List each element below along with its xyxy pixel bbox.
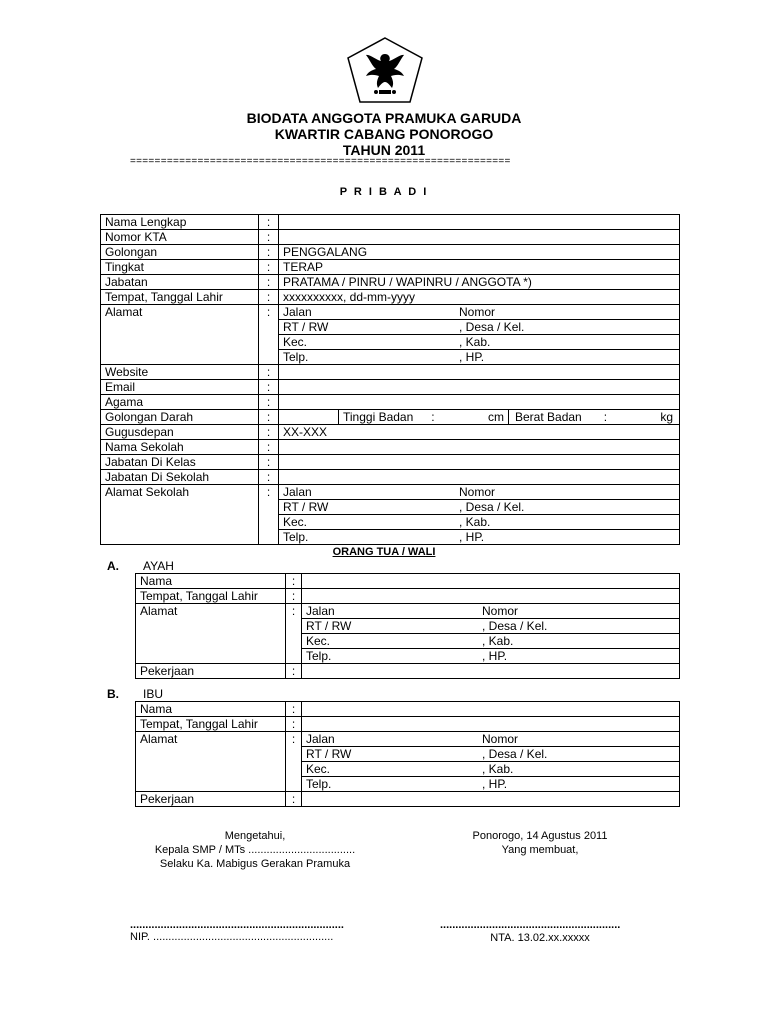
- address-line-label: , Desa / Kel.: [482, 619, 679, 634]
- address-line-label: , HP.: [482, 777, 508, 791]
- table-row: [101, 395, 680, 410]
- address-line-label: Telp.: [283, 530, 309, 544]
- field-ayah-ttl[interactable]: [302, 589, 680, 604]
- section-title-pribadi: P R I B A D I: [339, 186, 429, 198]
- field-alamat[interactable]: [279, 305, 680, 365]
- field-label: Agama: [101, 395, 259, 410]
- field-colon: :: [259, 365, 279, 380]
- address-line-label: RT / RW: [302, 747, 482, 762]
- field-colon: :: [259, 290, 279, 305]
- field-gugusdepan[interactable]: XX-XXX: [279, 425, 680, 440]
- field-label: Pekerjaan: [136, 792, 286, 807]
- field-colon: :: [259, 260, 279, 275]
- table-row: [101, 365, 680, 380]
- field-label: Golongan Darah: [101, 410, 259, 425]
- table-row: [136, 792, 680, 807]
- table-row: [136, 574, 680, 589]
- address-line-label: Jalan: [279, 485, 459, 500]
- table-row: [136, 717, 680, 732]
- table-row: [136, 589, 680, 604]
- table-row: [101, 380, 680, 395]
- address-line-label: RT / RW: [279, 320, 459, 335]
- address-line-label: Nomor: [459, 485, 679, 500]
- signature-line-right[interactable]: ...........................................................: [440, 919, 621, 931]
- address-line-label: , HP.: [459, 530, 485, 544]
- address-line-label: , Kab.: [482, 634, 679, 649]
- address-line-label: Nomor: [482, 732, 679, 747]
- field-colon: :: [259, 440, 279, 455]
- address-line-label: , Kab.: [459, 515, 679, 530]
- field-colon: :: [259, 305, 279, 365]
- table-row: [136, 702, 680, 717]
- address-line-label: Jalan: [302, 604, 482, 619]
- field-colon: :: [259, 395, 279, 410]
- field-label: Alamat Sekolah: [101, 485, 259, 545]
- field-colon: :: [431, 410, 435, 424]
- berat-badan-label: Berat Badan: [515, 410, 582, 424]
- field-ibu-ttl[interactable]: [302, 717, 680, 732]
- table-row: [101, 245, 680, 260]
- address-line-label: Kec.: [279, 335, 459, 350]
- field-label: Gugusdepan: [101, 425, 259, 440]
- document-title: BIODATA ANGGOTA PRAMUKA GARUDA: [246, 110, 522, 126]
- place-date-text: Ponorogo, 14 Agustus 2011: [472, 830, 608, 842]
- pribadi-table: [100, 214, 680, 545]
- mengetahui-text: Mengetahui,: [224, 830, 286, 842]
- field-colon: :: [259, 215, 279, 230]
- field-colon: :: [259, 230, 279, 245]
- field-website[interactable]: [279, 365, 680, 380]
- section-marker-b: B.: [107, 687, 119, 701]
- field-ibu-nama[interactable]: [302, 702, 680, 717]
- field-colon: :: [259, 425, 279, 440]
- field-colon: :: [603, 410, 608, 424]
- field-ayah-nama[interactable]: [302, 574, 680, 589]
- table-row: [101, 425, 680, 440]
- field-jabatan-sekolah[interactable]: [279, 470, 680, 485]
- field-golongan-darah-group[interactable]: [279, 410, 680, 425]
- field-ibu-pekerjaan[interactable]: [302, 792, 680, 807]
- table-row: [101, 290, 680, 305]
- field-label: Nama: [136, 574, 286, 589]
- field-agama[interactable]: [279, 395, 680, 410]
- field-ttl[interactable]: xxxxxxxxxx, dd-mm-yyyy: [279, 290, 680, 305]
- header-separator: ==============================================================: [130, 156, 511, 167]
- signature-block-left: [110, 829, 400, 871]
- field-label: Website: [101, 365, 259, 380]
- field-colon: :: [286, 604, 302, 664]
- address-line-label: , Desa / Kel.: [482, 747, 679, 762]
- field-label: Jabatan: [101, 275, 259, 290]
- address-line-label: , Desa / Kel.: [459, 500, 679, 515]
- ayah-table: [135, 573, 680, 679]
- field-golongan[interactable]: PENGGALANG: [279, 245, 680, 260]
- field-label: Tingkat: [101, 260, 259, 275]
- address-line-label: Kec.: [279, 515, 459, 530]
- address-line-label: Nomor: [459, 305, 679, 320]
- field-colon: :: [286, 717, 302, 732]
- signature-block-right: [430, 829, 650, 857]
- table-row: [101, 440, 680, 455]
- section-marker-a: A.: [107, 559, 119, 573]
- field-colon: :: [286, 702, 302, 717]
- field-colon: :: [286, 589, 302, 604]
- address-line-label: , Kab.: [482, 762, 679, 777]
- address-line-label: , Desa / Kel.: [459, 320, 679, 335]
- field-ayah-pekerjaan[interactable]: [302, 664, 680, 679]
- signature-line-left[interactable]: ......................................................................: [130, 919, 344, 931]
- field-ibu-alamat[interactable]: [302, 732, 680, 792]
- berat-badan-unit: kg: [660, 410, 673, 424]
- table-row: [101, 260, 680, 275]
- field-label: Nama: [136, 702, 286, 717]
- field-colon: :: [259, 275, 279, 290]
- address-line-label: Jalan: [279, 305, 459, 320]
- field-colon: :: [259, 380, 279, 395]
- field-colon: :: [259, 470, 279, 485]
- field-label: Jabatan Di Kelas: [101, 455, 259, 470]
- table-row: [101, 455, 680, 470]
- field-label: Jabatan Di Sekolah: [101, 470, 259, 485]
- tinggi-badan-unit: cm: [488, 410, 504, 424]
- field-ayah-alamat[interactable]: [302, 604, 680, 664]
- tinggi-badan-label: Tinggi Badan: [343, 410, 414, 424]
- document-year: TAHUN 2011: [342, 142, 426, 158]
- table-row: [101, 305, 680, 365]
- yang-membuat-text: Yang membuat,: [501, 844, 579, 856]
- field-nama-sekolah[interactable]: [279, 440, 680, 455]
- field-label: Alamat: [101, 305, 259, 365]
- field-colon: :: [259, 485, 279, 545]
- field-label: Alamat: [136, 604, 286, 664]
- field-label: Tempat, Tanggal Lahir: [136, 589, 286, 604]
- address-line-label: Kec.: [302, 762, 482, 777]
- table-row: [101, 275, 680, 290]
- address-line-label: Jalan: [302, 732, 482, 747]
- field-colon: :: [286, 664, 302, 679]
- field-colon: :: [286, 792, 302, 807]
- table-row: [101, 470, 680, 485]
- table-row: [136, 604, 680, 664]
- field-alamat-sekolah[interactable]: [279, 485, 680, 545]
- address-line-label: Telp.: [306, 777, 332, 791]
- ibu-heading: IBU: [143, 687, 164, 701]
- field-colon: :: [286, 574, 302, 589]
- ayah-heading: AYAH: [143, 559, 174, 573]
- table-row: [101, 230, 680, 245]
- kepala-sekolah-text: Kepala SMP / MTs ...................................: [154, 844, 356, 856]
- field-tingkat[interactable]: TERAP: [279, 260, 680, 275]
- table-row: [101, 215, 680, 230]
- field-label: Golongan: [101, 245, 259, 260]
- field-golongan-darah[interactable]: [279, 410, 339, 424]
- field-label: Nama Lengkap: [101, 215, 259, 230]
- field-label: Pekerjaan: [136, 664, 286, 679]
- field-label: Tempat, Tanggal Lahir: [101, 290, 259, 305]
- field-label: Email: [101, 380, 259, 395]
- section-title-orang-tua: ORANG TUA / WALI: [332, 546, 436, 558]
- table-row: [101, 410, 680, 425]
- address-line-label: , Kab.: [459, 335, 679, 350]
- field-email[interactable]: [279, 380, 680, 395]
- field-label: Nama Sekolah: [101, 440, 259, 455]
- address-line-label: Nomor: [482, 604, 679, 619]
- field-nama-lengkap[interactable]: [279, 215, 680, 230]
- field-colon: :: [259, 410, 279, 425]
- address-line-label: Telp.: [306, 649, 332, 663]
- field-nomor-kta[interactable]: [279, 230, 680, 245]
- table-row: [101, 485, 680, 545]
- table-row: [136, 732, 680, 792]
- field-colon: :: [259, 245, 279, 260]
- address-line-label: , HP.: [482, 649, 508, 663]
- field-label: Nomor KTA: [101, 230, 259, 245]
- field-colon: :: [286, 732, 302, 792]
- mabigus-text: Selaku Ka. Mabigus Gerakan Pramuka: [159, 858, 351, 870]
- field-label: Tempat, Tanggal Lahir: [136, 717, 286, 732]
- garuda-emblem-logo: [346, 36, 424, 104]
- field-tinggi-badan[interactable]: [339, 410, 509, 424]
- nta-field[interactable]: NTA. 13.02.xx.xxxxx: [490, 932, 590, 944]
- organization-name: KWARTIR CABANG PONOROGO: [274, 126, 494, 142]
- nip-field[interactable]: NIP. ...........................................................: [130, 931, 334, 943]
- address-line-label: Telp.: [283, 350, 309, 364]
- address-line-label: RT / RW: [279, 500, 459, 515]
- address-line-label: RT / RW: [302, 619, 482, 634]
- table-row: [136, 664, 680, 679]
- field-colon: :: [259, 455, 279, 470]
- ibu-table: [135, 701, 680, 807]
- address-line-label: , HP.: [459, 350, 485, 364]
- field-jabatan-kelas[interactable]: [279, 455, 680, 470]
- address-line-label: Kec.: [302, 634, 482, 649]
- field-jabatan[interactable]: PRATAMA / PINRU / WAPINRU / ANGGOTA *): [279, 275, 680, 290]
- field-label: Alamat: [136, 732, 286, 792]
- field-berat-badan[interactable]: [509, 410, 679, 424]
